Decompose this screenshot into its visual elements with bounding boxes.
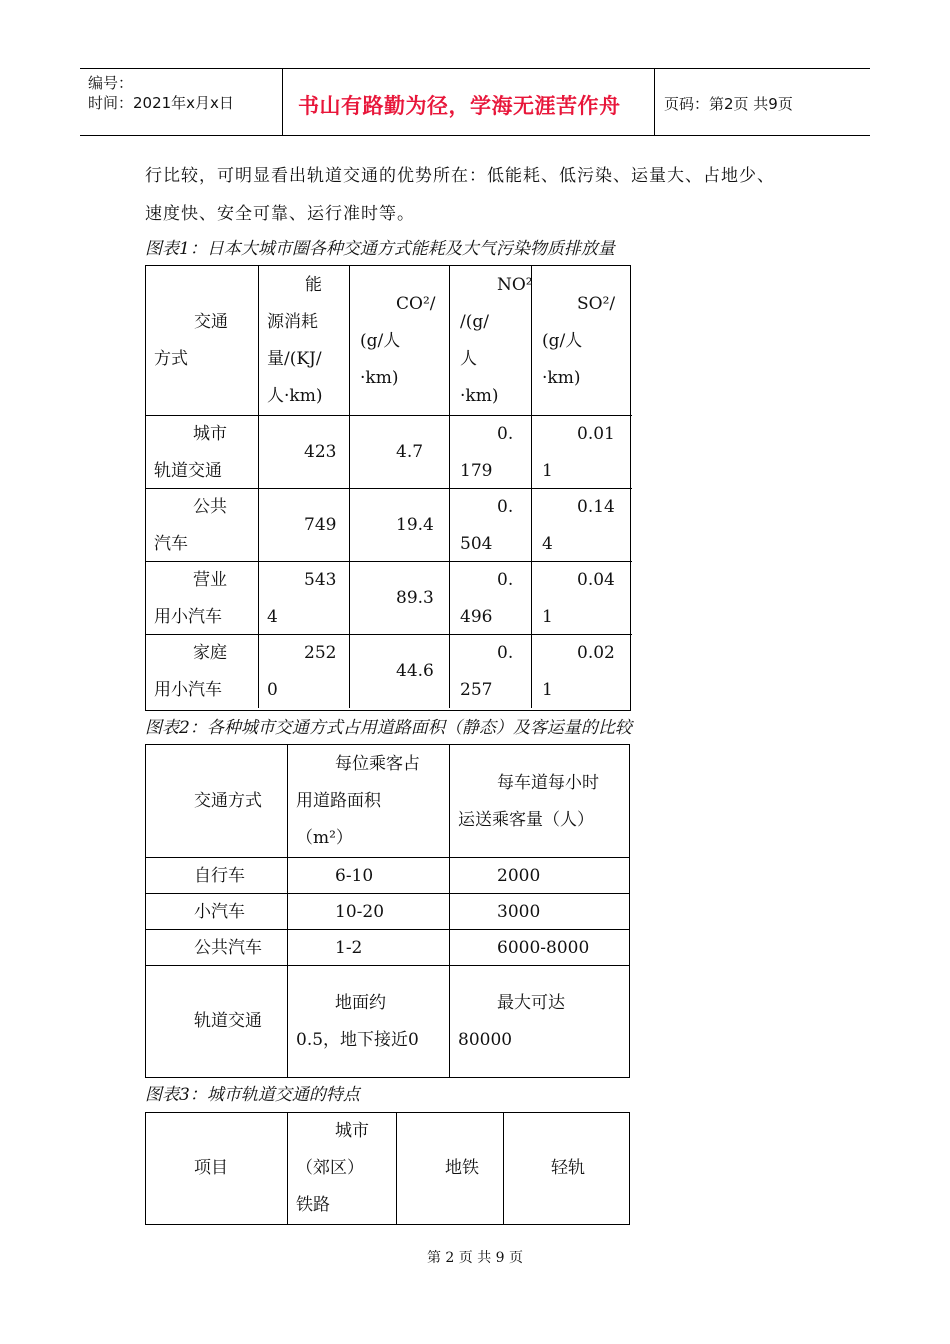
cell-text-line: 89.3	[396, 588, 434, 608]
page-footer: 第 2 页 共 9 页	[426, 1250, 524, 1266]
table2-row2-cell	[288, 894, 450, 930]
cell-text-line: 量/(KJ/	[267, 349, 322, 369]
table2-row3-cell	[288, 930, 450, 966]
table1-row3-cell	[532, 562, 632, 635]
cell-text-line: CO²/	[396, 293, 436, 314]
table1-row3-cell	[450, 562, 532, 635]
table2-row3-cell	[146, 930, 288, 966]
cell-text-line: 179	[460, 461, 493, 481]
cell-text-line: 交通	[194, 312, 228, 332]
table2-caption: 图表2：各种城市交通方式占用道路面积（静态）及客运量的比较	[145, 718, 632, 738]
table1-row4-cell	[532, 635, 632, 708]
table1-row1-cell	[532, 416, 632, 489]
table2-row1-cell	[146, 858, 288, 894]
cell-text-line: 1	[542, 607, 553, 627]
cell-text-line: 小汽车	[194, 902, 245, 922]
table3-header-cell	[146, 1113, 288, 1224]
table1-row4-cell	[259, 635, 350, 708]
cell-text-line: 源消耗	[267, 312, 318, 332]
cell-text-line: 人	[460, 349, 477, 369]
table1-header-cell	[450, 266, 532, 416]
document-number-label: 编号：	[88, 74, 134, 92]
cell-text-line: 轨道交通	[194, 1011, 262, 1031]
table1-row1-cell	[450, 416, 532, 489]
cell-text-line: 4.7	[396, 442, 424, 462]
cell-text-line: 3000	[497, 902, 541, 922]
table1-header-cell	[259, 266, 350, 416]
table3-rail-features	[145, 1112, 630, 1225]
cell-text-line: NO²	[497, 275, 533, 295]
cell-text-line: 543	[304, 570, 337, 590]
cell-text-line: /(g/	[460, 312, 489, 332]
cell-text-line: 749	[304, 515, 337, 535]
table1-row1-cell	[146, 416, 259, 489]
cell-text-line: 1	[542, 461, 553, 481]
table3-header-cell	[504, 1113, 629, 1224]
cell-text-line: 用小汽车	[154, 607, 222, 627]
cell-text-line: 交通方式	[194, 791, 262, 811]
cell-text-line: 4	[542, 534, 553, 554]
table1-caption: 图表1：日本大城市圈各种交通方式能耗及大气污染物质排放量	[145, 239, 615, 259]
cell-text-line: 地面约	[335, 992, 386, 1013]
cell-text-line: （m²）	[296, 828, 353, 848]
table1-row3-cell	[259, 562, 350, 635]
cell-text-line: 1	[542, 680, 553, 700]
cell-text-line: 铁路	[296, 1195, 330, 1215]
table1-header-cell	[146, 266, 259, 416]
cell-text-line: 2000	[497, 866, 541, 886]
cell-text-line: 257	[460, 680, 493, 700]
table2-row1-cell	[288, 858, 450, 894]
cell-text-line: 轻轨	[551, 1158, 585, 1178]
cell-text-line: 4	[267, 607, 278, 627]
cell-text-line: 每位乘客占	[335, 754, 420, 774]
cell-text-line: ·km)	[542, 367, 581, 388]
cell-text-line: 人·km)	[267, 386, 323, 406]
cell-text-line: 0.	[497, 497, 514, 517]
cell-text-line: 用道路面积	[296, 791, 381, 811]
table2-road-area-capacity	[145, 744, 630, 1078]
cell-text-line: 地铁	[445, 1158, 479, 1178]
cell-text-line: 营业	[193, 570, 227, 590]
cell-text-line: 44.6	[396, 661, 434, 681]
cell-text-line: 423	[304, 442, 337, 462]
cell-text-line: 252	[304, 643, 337, 663]
table1-row4-cell	[350, 635, 450, 708]
cell-text-line: 自行车	[194, 866, 245, 886]
cell-text-line: 0.	[497, 643, 514, 663]
table1-row2-cell	[259, 489, 350, 562]
cell-text-line: ·km)	[460, 386, 499, 406]
cell-text-line: 城市	[193, 424, 227, 444]
cell-text-line: 19.4	[396, 515, 434, 535]
cell-text-line: ·km)	[360, 367, 399, 388]
header-divider-left	[282, 68, 283, 136]
cell-text-line: 10-20	[335, 902, 385, 922]
cell-text-line: 6-10	[335, 866, 374, 886]
table1-row2-cell	[532, 489, 632, 562]
table1-row4-cell	[146, 635, 259, 708]
table1-energy-emissions	[145, 265, 631, 711]
table2-row3-cell	[450, 930, 630, 966]
table1-row2-cell	[350, 489, 450, 562]
cell-text-line: (g/人	[360, 330, 401, 351]
document-time-label: 时间：2021年x月x日	[88, 94, 234, 112]
cell-text-line: 0.	[497, 570, 514, 590]
cell-text-line: 6000-8000	[497, 938, 590, 958]
table3-caption: 图表3：城市轨道交通的特点	[145, 1085, 360, 1105]
cell-text-line: SO²/	[577, 293, 616, 314]
cell-text-line: 0.14	[577, 497, 615, 517]
cell-text-line: 0.02	[577, 643, 615, 663]
cell-text-line: 0.	[497, 424, 514, 444]
cell-text-line: 0.5，地下接近0	[296, 1029, 419, 1050]
table2-header-cell	[450, 745, 630, 858]
table2-row4-cell	[450, 966, 630, 1077]
table1-row2-cell	[450, 489, 532, 562]
cell-text-line: 用小汽车	[154, 680, 222, 700]
cell-text-line: 方式	[154, 349, 188, 369]
cell-text-line: 0.01	[577, 424, 615, 444]
header-divider-right	[654, 68, 655, 136]
cell-text-line: 项目	[194, 1158, 228, 1178]
table2-row4-cell	[288, 966, 450, 1077]
cell-text-line: 504	[460, 534, 493, 554]
table2-header-cell	[288, 745, 450, 858]
header-motto: 书山有路勤为径，学海无涯苦作舟	[298, 94, 621, 118]
header-bottom-rule	[80, 135, 870, 136]
cell-text-line: 汽车	[154, 534, 188, 554]
table1-row4-cell	[450, 635, 532, 708]
table1-header-cell	[532, 266, 632, 416]
table3-header-cell	[288, 1113, 397, 1224]
header-page-code: 页码：第2页 共9页	[664, 95, 793, 113]
cell-text-line: 家庭	[193, 643, 227, 663]
cell-text-line: 0	[267, 680, 278, 700]
table2-row1-cell	[450, 858, 630, 894]
cell-text-line: 轨道交通	[154, 461, 222, 481]
table2-row4-cell	[146, 966, 288, 1077]
cell-text-line: 每车道每小时	[497, 772, 599, 793]
cell-text-line: （郊区）	[296, 1158, 364, 1178]
cell-text-line: 496	[460, 607, 493, 627]
cell-text-line: 80000	[458, 1029, 513, 1050]
cell-text-line: 公共汽车	[194, 938, 262, 958]
table3-header-cell	[397, 1113, 504, 1224]
table1-row1-cell	[350, 416, 450, 489]
cell-text-line: 公共	[193, 497, 227, 517]
table1-row3-cell	[350, 562, 450, 635]
cell-text-line: 能	[305, 275, 322, 295]
table2-row2-cell	[450, 894, 630, 930]
cell-text-line: 0.04	[577, 570, 615, 590]
cell-text-line: 最大可达	[497, 992, 565, 1013]
intro-line-2: 速度快、安全可靠、运行准时等。	[145, 204, 415, 224]
header-top-rule	[80, 68, 870, 69]
table2-row2-cell	[146, 894, 288, 930]
table1-row3-cell	[146, 562, 259, 635]
cell-text-line: 运送乘客量（人）	[458, 809, 594, 830]
cell-text-line: (g/人	[542, 330, 583, 351]
intro-line-1: 行比较，可明显看出轨道交通的优势所在：低能耗、低污染、运量大、占地少、	[145, 166, 775, 186]
table2-header-cell	[146, 745, 288, 858]
table1-header-cell	[350, 266, 450, 416]
cell-text-line: 城市	[335, 1121, 369, 1141]
table1-row1-cell	[259, 416, 350, 489]
table1-row2-cell	[146, 489, 259, 562]
cell-text-line: 1-2	[335, 938, 363, 958]
